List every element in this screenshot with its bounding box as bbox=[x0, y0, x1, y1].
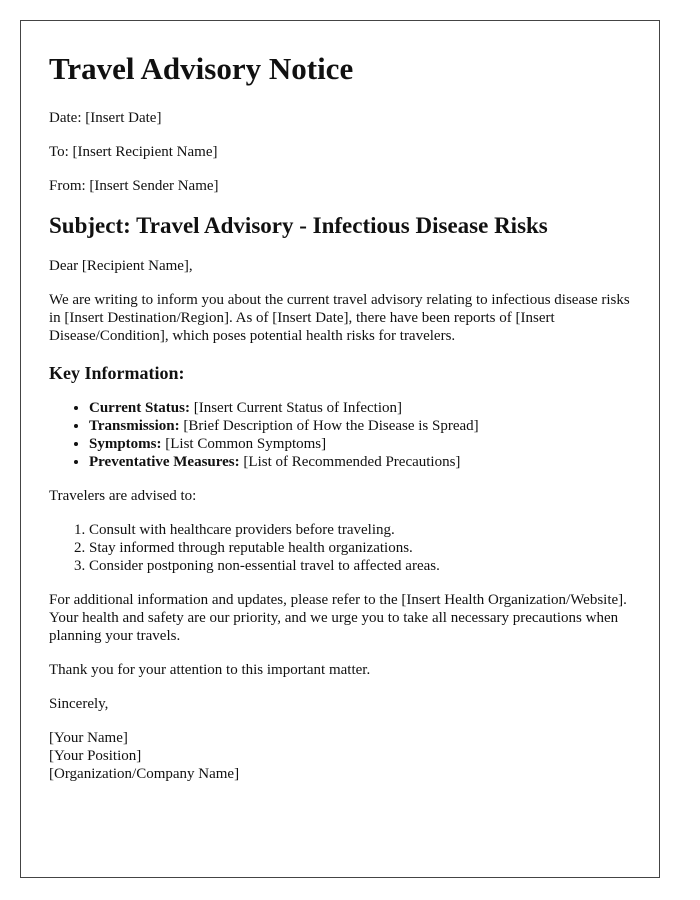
list-item bbox=[89, 399, 631, 417]
intro-paragraph: We are writing to inform you about the current travel advisory relating to infectious disease risks in [Insert Destination/Region]. As of [Insert Date], there have been reports of [Insert Disease/Condition], which poses potential health risks for travelers. bbox=[49, 292, 630, 344]
to-line: To: [Insert Recipient Name] bbox=[49, 144, 218, 160]
thanks-line: Thank you for your attention to this important matter. bbox=[49, 662, 371, 678]
key-information-heading: Key Information: bbox=[49, 363, 185, 383]
list-item: 2. Stay informed through reputable health organizations. bbox=[89, 539, 631, 557]
item-text: [List of Recommended Precautions] bbox=[239, 454, 461, 470]
from-line: From: [Insert Sender Name] bbox=[49, 178, 219, 194]
list-item: 3. Consider postponing non-essential travel to affected areas. bbox=[89, 557, 631, 575]
list-item: 1. Consult with healthcare providers before traveling. bbox=[89, 521, 631, 539]
advice-list bbox=[49, 521, 631, 575]
list-item bbox=[89, 417, 631, 435]
item-label: Symptoms: bbox=[89, 436, 162, 452]
signature-organization: [Organization/Company Name] bbox=[49, 766, 240, 782]
item-label: Transmission: bbox=[89, 418, 180, 434]
additional-info-paragraph: For additional information and updates, please refer to the [Insert Health Organization/Website]. Your health and safety are our priority, and we urge you to take all necessary precautions when planning your travels. bbox=[49, 592, 627, 644]
letter-document bbox=[20, 20, 660, 878]
signature-block bbox=[49, 729, 631, 783]
closing-line: Sincerely, bbox=[49, 696, 109, 712]
greeting: Dear [Recipient Name], bbox=[49, 258, 193, 274]
item-label: Current Status: bbox=[89, 400, 190, 416]
list-item bbox=[89, 453, 631, 471]
document-title: Travel Advisory Notice bbox=[49, 51, 354, 86]
item-text: [Insert Current Status of Infection] bbox=[189, 400, 403, 416]
advice-intro: Travelers are advised to: bbox=[49, 488, 197, 504]
subject-heading: Subject: Travel Advisory - Infectious Disease Risks bbox=[49, 213, 548, 238]
date-line: Date: [Insert Date] bbox=[49, 110, 162, 126]
key-information-list bbox=[49, 399, 631, 471]
item-label: Preventative Measures: bbox=[89, 454, 240, 470]
signature-name: [Your Name] bbox=[49, 730, 128, 746]
item-text: [List Common Symptoms] bbox=[161, 436, 327, 452]
list-item bbox=[89, 435, 631, 453]
item-text: [Brief Description of How the Disease is Spread] bbox=[179, 418, 479, 434]
signature-position: [Your Position] bbox=[49, 748, 142, 764]
